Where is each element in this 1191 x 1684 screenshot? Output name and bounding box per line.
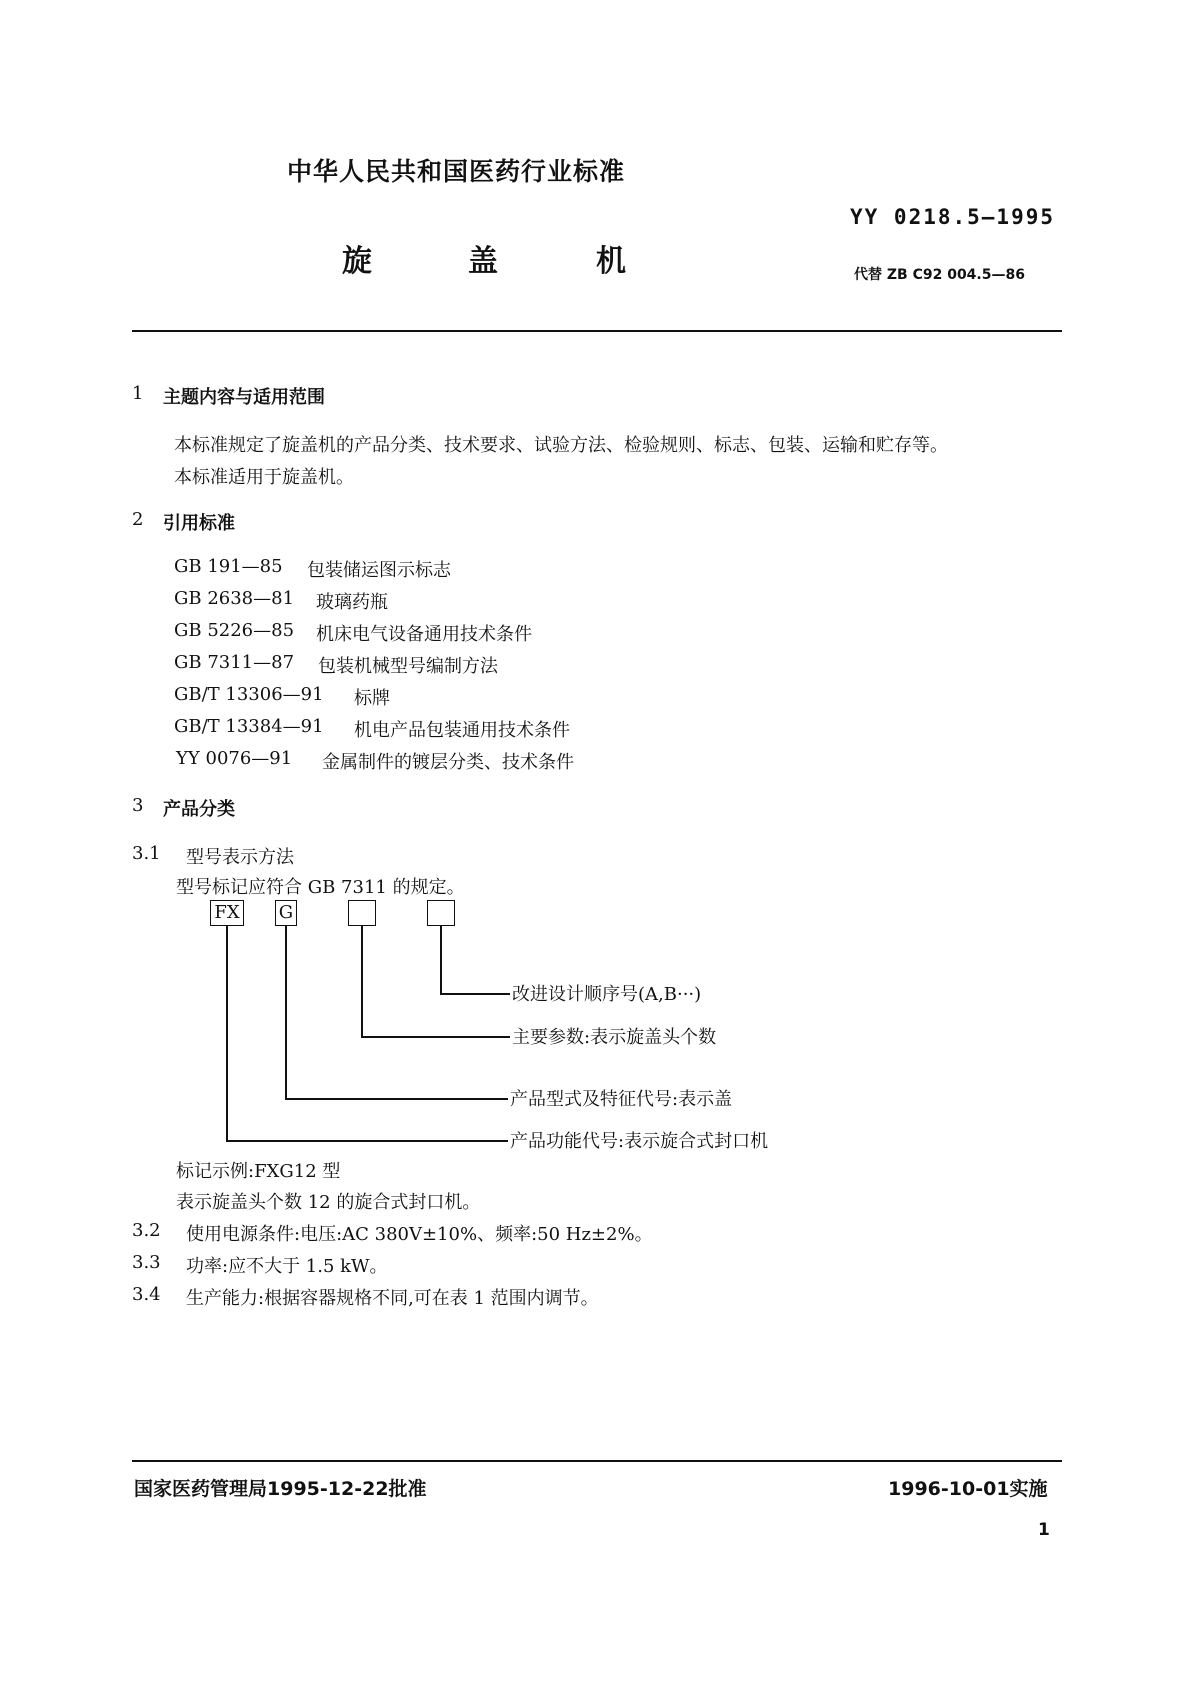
section-3-2-text: 使用电源条件:电压:AC 380V±10%、频率:50 Hz±2%。: [186, 1224, 653, 1245]
section-3-2-number: 3.2: [132, 1220, 161, 1241]
section-3-3-number: 3.3: [132, 1252, 161, 1273]
page-number: 1: [1038, 1520, 1050, 1540]
standard-code: YY 0218.5—1995: [850, 205, 1056, 229]
ref-code: GB 2638—81: [174, 588, 295, 609]
section-3-number: 3: [132, 795, 144, 816]
label-function-code: 产品功能代号:表示旋合式封口机: [510, 1131, 769, 1152]
ref-code: GB 7311—87: [174, 652, 295, 673]
section-1-paragraph-1: 本标准规定了旋盖机的产品分类、技术要求、试验方法、检验规则、标志、包装、运输和贮存等。: [174, 435, 948, 456]
ref-name: 包装机械型号编制方法: [318, 656, 498, 677]
leader-line-parameter-h: [361, 1036, 510, 1038]
model-box-revision: [427, 900, 455, 926]
leader-line-fx-h: [226, 1140, 508, 1142]
leader-line-revision: [440, 926, 442, 994]
section-3-1-title: 型号表示方法: [186, 847, 294, 868]
replaces-standard: 代替 ZB C92 004.5—86: [854, 267, 1025, 283]
effective-date: 1996-10-01实施: [888, 1478, 1048, 1500]
ref-name: 玻璃药瓶: [316, 592, 388, 613]
leader-line-revision-h: [440, 993, 510, 995]
title-char-1: 旋: [342, 244, 372, 279]
leader-line-g-h: [285, 1098, 508, 1100]
leader-line-fx: [226, 926, 228, 1141]
section-1-number: 1: [132, 383, 144, 404]
issuing-organization: 中华人民共和国医药行业标准: [287, 157, 626, 186]
ref-name: 机床电气设备通用技术条件: [316, 624, 532, 645]
model-box-parameter: [348, 900, 376, 926]
section-3-1-number: 3.1: [132, 843, 161, 864]
marking-example: 标记示例:FXG12 型: [176, 1161, 341, 1182]
model-box-fx: FX: [210, 900, 244, 926]
section-3-4-text: 生产能力:根据容器规格不同,可在表 1 范围内调节。: [186, 1288, 599, 1309]
header-divider: [132, 330, 1062, 332]
ref-code: GB/T 13306—91: [174, 684, 324, 705]
ref-code: GB 191—85: [174, 556, 283, 577]
footer-divider: [132, 1460, 1062, 1462]
ref-name: 机电产品包装通用技术条件: [354, 720, 570, 741]
leader-line-g: [285, 926, 287, 1099]
title-char-3: 机: [596, 244, 626, 279]
approval-info: 国家医药管理局1995-12-22批准: [134, 1478, 427, 1500]
section-2-title: 引用标准: [163, 513, 235, 534]
ref-name: 标牌: [354, 688, 390, 709]
ref-code: GB/T 13384—91: [174, 716, 324, 737]
section-3-4-number: 3.4: [132, 1284, 161, 1305]
marking-example-description: 表示旋盖头个数 12 的旋合式封口机。: [176, 1192, 481, 1213]
section-3-1-paragraph: 型号标记应符合 GB 7311 的规定。: [176, 877, 465, 898]
leader-line-parameter: [361, 926, 363, 1037]
ref-code: YY 0076—91: [176, 748, 293, 769]
section-1-title: 主题内容与适用范围: [163, 387, 325, 408]
section-3-3-text: 功率:应不大于 1.5 kW。: [186, 1256, 388, 1277]
section-3-title: 产品分类: [163, 799, 235, 820]
title-char-2: 盖: [468, 244, 498, 279]
label-product-type: 产品型式及特征代号:表示盖: [510, 1089, 733, 1110]
model-box-g: G: [275, 900, 297, 926]
label-main-parameter: 主要参数:表示旋盖头个数: [512, 1027, 717, 1048]
ref-name: 包装储运图示标志: [307, 560, 451, 581]
ref-name: 金属制件的镀层分类、技术条件: [322, 752, 574, 773]
section-2-number: 2: [132, 509, 144, 530]
ref-code: GB 5226—85: [174, 620, 295, 641]
section-1-paragraph-2: 本标准适用于旋盖机。: [174, 467, 354, 488]
label-revision-sequence: 改进设计顺序号(A,B···): [512, 984, 702, 1005]
